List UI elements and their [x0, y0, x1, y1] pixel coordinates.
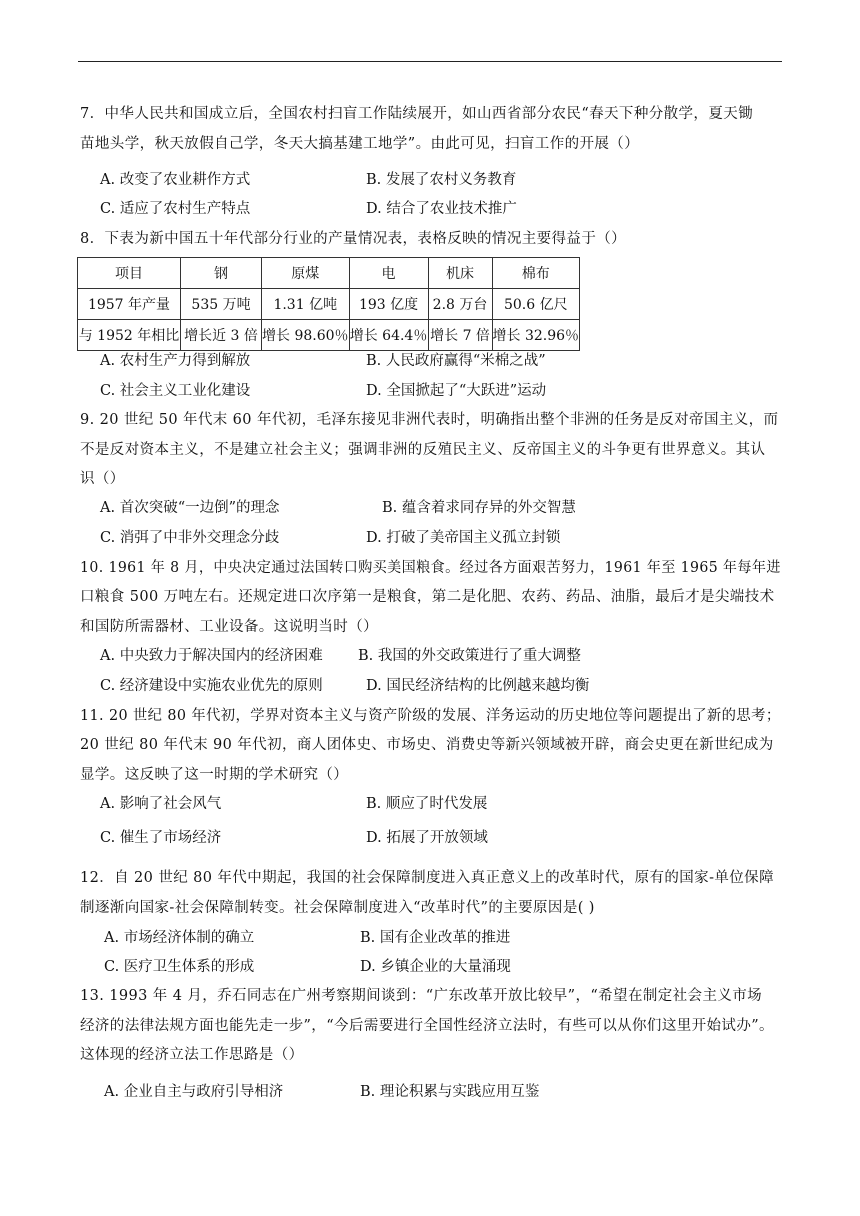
question-11-line-3: 显学。这反映了这一时期的学术研究（） [80, 767, 349, 783]
question-9-option-a: A. 首次突破“一边倒”的理念 [100, 500, 280, 516]
table-cell: 增长 32.96％ [492, 320, 580, 351]
question-13-option-b: B. 理论积累与实践应用互鉴 [360, 1084, 540, 1100]
question-10-option-c: C. 经济建设中实施农业优先的原则 [100, 678, 323, 694]
question-10-option-b: B. 我国的外交政策进行了重大调整 [358, 648, 581, 664]
question-9-line-3: 识（） [80, 471, 125, 487]
table-cell: 增长 7 倍 [428, 320, 492, 351]
question-11-line-2: 20 世纪 80 年代末 90 年代初，商人团体史、市场史、消费史等新兴领域被开辟，商会史更在新世纪成为 [80, 737, 774, 753]
question-8-option-b: B. 人民政府赢得“米棉之战” [366, 353, 546, 369]
question-7-line-1: 7．中华人民共和国成立后，全国农村扫盲工作陆续展开，如山西省部分农民“春天下种分散学，夏天锄 [80, 106, 754, 122]
table-header-cell: 机床 [428, 258, 492, 289]
header-rule [78, 61, 782, 62]
table-header-cell: 项目 [78, 258, 181, 289]
question-13-line-1: 13. 1993 年 4 月，乔石同志在广州考察期间谈到：“广东改革开放比较早”，“希望在制定社会主义市场 [80, 988, 763, 1004]
question-13-option-a: A. 企业自主与政府引导相济 [104, 1084, 284, 1100]
table-header-cell: 钢 [181, 258, 262, 289]
question-10-option-a: A. 中央致力于解决国内的经济困难 [100, 648, 323, 664]
question-10-option-d: D. 国民经济结构的比例越来越均衡 [366, 678, 590, 694]
table-row [78, 289, 580, 320]
table-cell: 193 亿度 [349, 289, 428, 320]
question-7-option-a: A. 改变了农业耕作方式 [100, 172, 251, 188]
table-row [78, 320, 580, 351]
table-cell: 与 1952 年相比 [78, 320, 181, 351]
table-header-cell: 原煤 [262, 258, 350, 289]
question-8-option-c: C. 社会主义工业化建设 [100, 383, 251, 399]
question-7-option-b: B. 发展了农村义务教育 [366, 172, 517, 188]
table-cell: 增长近 3 倍 [181, 320, 262, 351]
question-8-option-d: D. 全国掀起了“大跃进”运动 [366, 383, 547, 399]
question-12-option-b: B. 国有企业改革的推进 [360, 930, 511, 946]
table-cell: 1957 年产量 [78, 289, 181, 320]
table-cell: 535 万吨 [181, 289, 262, 320]
question-11-option-b: B. 顺应了时代发展 [366, 796, 488, 812]
question-9-option-b: B. 蕴含着求同存异的外交智慧 [382, 500, 576, 516]
question-13-line-3: 这体现的经济立法工作思路是（） [80, 1047, 304, 1063]
production-table [77, 257, 580, 351]
question-12-option-a: A. 市场经济体制的确立 [104, 930, 255, 946]
question-8-option-a: A. 农村生产力得到解放 [100, 353, 251, 369]
table-cell: 50.6 亿尺 [492, 289, 580, 320]
question-11-option-a: A. 影响了社会风气 [100, 796, 222, 812]
question-10-line-1: 10. 1961 年 8 月，中央决定通过法国转口购买美国粮食。经过各方面艰苦努力，1961 年至 1965 年每年进 [80, 560, 781, 576]
question-11-line-1: 11. 20 世纪 80 年代初，学界对资本主义与资产阶级的发展、洋务运动的历史地位等问题提出了新的思考； [80, 708, 781, 724]
table-cell: 2.8 万台 [428, 289, 492, 320]
question-10-line-3: 和国防所需器材、工业设备。这说明当时（） [80, 619, 378, 635]
table-header-cell: 电 [349, 258, 428, 289]
question-13-line-2: 经济的法律法规方面也能先走一步”，“今后需要进行全国性经济立法时，有些可以从你们这里开始试办”。 [80, 1018, 774, 1034]
table-cell: 1.31 亿吨 [262, 289, 350, 320]
question-8-line-1: 8．下表为新中国五十年代部分行业的产量情况表，表格反映的情况主要得益于（） [80, 231, 627, 247]
table-header-cell: 棉布 [492, 258, 580, 289]
question-12-line-1: 12．自 20 世纪 80 年代中期起，我国的社会保障制度进入真正意义上的改革时代，原有的国家-单位保障 [80, 870, 774, 886]
table-cell: 增长 98.60％ [262, 320, 350, 351]
question-9-line-2: 不是反对资本主义，不是建立社会主义；强调非洲的反殖民主义、反帝国主义的斗争更有世界意义。其认 [80, 442, 766, 458]
table-cell: 增长 64.4％ [349, 320, 428, 351]
question-9-option-c: C. 消弭了中非外交理念分歧 [100, 530, 280, 546]
question-9-option-d: D. 打破了美帝国主义孤立封锁 [366, 530, 561, 546]
question-11-option-d: D. 拓展了开放领域 [366, 830, 488, 846]
question-12-option-c: C. 医疗卫生体系的形成 [104, 959, 255, 975]
question-9-line-1: 9. 20 世纪 50 年代末 60 年代初，毛泽东接见非洲代表时，明确指出整个非洲的任务是反对帝国主义，而 [80, 412, 779, 428]
question-10-line-2: 口粮食 500 万吨左右。还规定进口次序第一是粮食，第二是化肥、农药、药品、油脂，最后才是尖端技术 [80, 589, 775, 605]
question-12-line-2: 制逐渐向国家-社会保障制转变。社会保障制度进入“改革时代”的主要原因是( ) [80, 900, 595, 916]
question-11-option-c: C. 催生了市场经济 [100, 830, 222, 846]
table-header-row [78, 258, 580, 289]
question-7-option-c: C. 适应了农村生产特点 [100, 201, 251, 217]
question-7-line-2: 苗地头学，秋天放假自己学，冬天大搞基建工地学”。由此可见，扫盲工作的开展（） [80, 136, 640, 152]
question-12-option-d: D. 乡镇企业的大量涌现 [360, 959, 511, 975]
question-7-option-d: D. 结合了农业技术推广 [366, 201, 517, 217]
